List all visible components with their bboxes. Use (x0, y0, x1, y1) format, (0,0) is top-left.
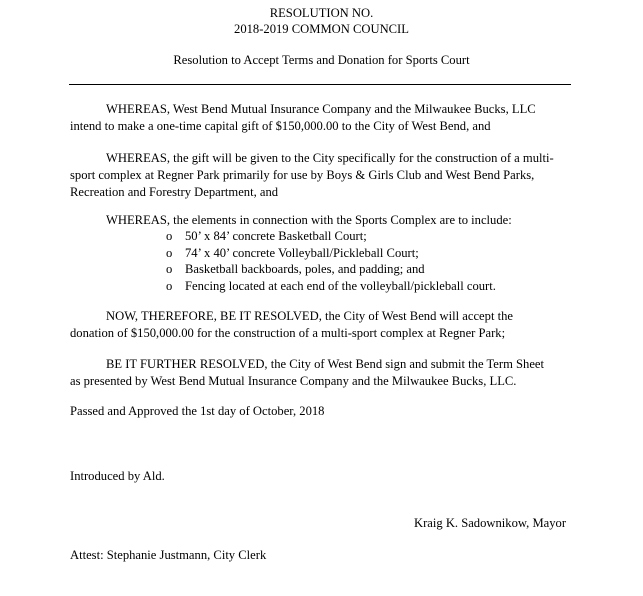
paragraph-line: WHEREAS, the elements in connection with the Sports Complex are to include: (106, 213, 512, 227)
list-item (166, 245, 496, 262)
list-item-text: 50’ x 84’ concrete Basketball Court; (185, 229, 367, 243)
whereas-paragraph-3 (70, 212, 575, 229)
resolution-title: Resolution to Accept Terms and Donation for Sports Court (173, 53, 470, 67)
attest-line: Attest: Stephanie Justmann, City Clerk (70, 548, 267, 562)
introduced-by: Introduced by Ald. (70, 469, 165, 483)
council-session: 2018-2019 COMMON COUNCIL (234, 22, 409, 36)
mayor-signature-line: Kraig K. Sadownikow, Mayor (414, 516, 567, 530)
list-item (166, 278, 496, 295)
bullet-marker: o (166, 262, 173, 277)
whereas-paragraph-2 (70, 150, 575, 201)
paragraph-line: donation of $150,000.00 for the construction of a multi-sport complex at Regner Park; (70, 326, 506, 340)
list-item (166, 228, 496, 245)
sports-complex-elements-list (166, 228, 496, 294)
list-item-text: Basketball backboards, poles, and padding; and (185, 262, 425, 277)
paragraph-line: as presented by West Bend Mutual Insurance Company and the Milwaukee Bucks, LLC. (70, 374, 517, 388)
bullet-marker: o (166, 278, 173, 293)
list-item-text: 74’ x 40’ concrete Volleyball/Pickleball Court; (185, 245, 419, 260)
bullet-marker: o (166, 245, 173, 260)
whereas-paragraph-1 (70, 101, 575, 135)
paragraph-line: WHEREAS, the gift will be given to the City specifically for the construction of a multi- (106, 151, 554, 165)
further-resolved-paragraph (70, 356, 575, 390)
now-therefore-paragraph (70, 308, 575, 342)
paragraph-line: NOW, THEREFORE, BE IT RESOLVED, the City of West Bend will accept the (106, 309, 513, 323)
paragraph-line: sport complex at Regner Park primarily for use by Boys & Girls Club and West Bend Parks, (70, 168, 535, 182)
resolution-number: RESOLUTION NO. (269, 6, 374, 20)
list-item (166, 261, 496, 278)
bullet-marker: o (166, 229, 173, 243)
paragraph-line: intend to make a one-time capital gift of $150,000.00 to the City of West Bend, and (70, 119, 491, 133)
passed-approved-date: Passed and Approved the 1st day of October, 2018 (70, 404, 325, 418)
list-item-text: Fencing located at each end of the volleyball/pickleball court. (185, 278, 496, 293)
paragraph-line: WHEREAS, West Bend Mutual Insurance Company and the Milwaukee Bucks, LLC (106, 102, 536, 116)
title-divider (69, 84, 571, 85)
paragraph-line: Recreation and Forestry Department, and (70, 185, 279, 199)
paragraph-line: BE IT FURTHER RESOLVED, the City of West Bend sign and submit the Term Sheet (106, 357, 544, 371)
